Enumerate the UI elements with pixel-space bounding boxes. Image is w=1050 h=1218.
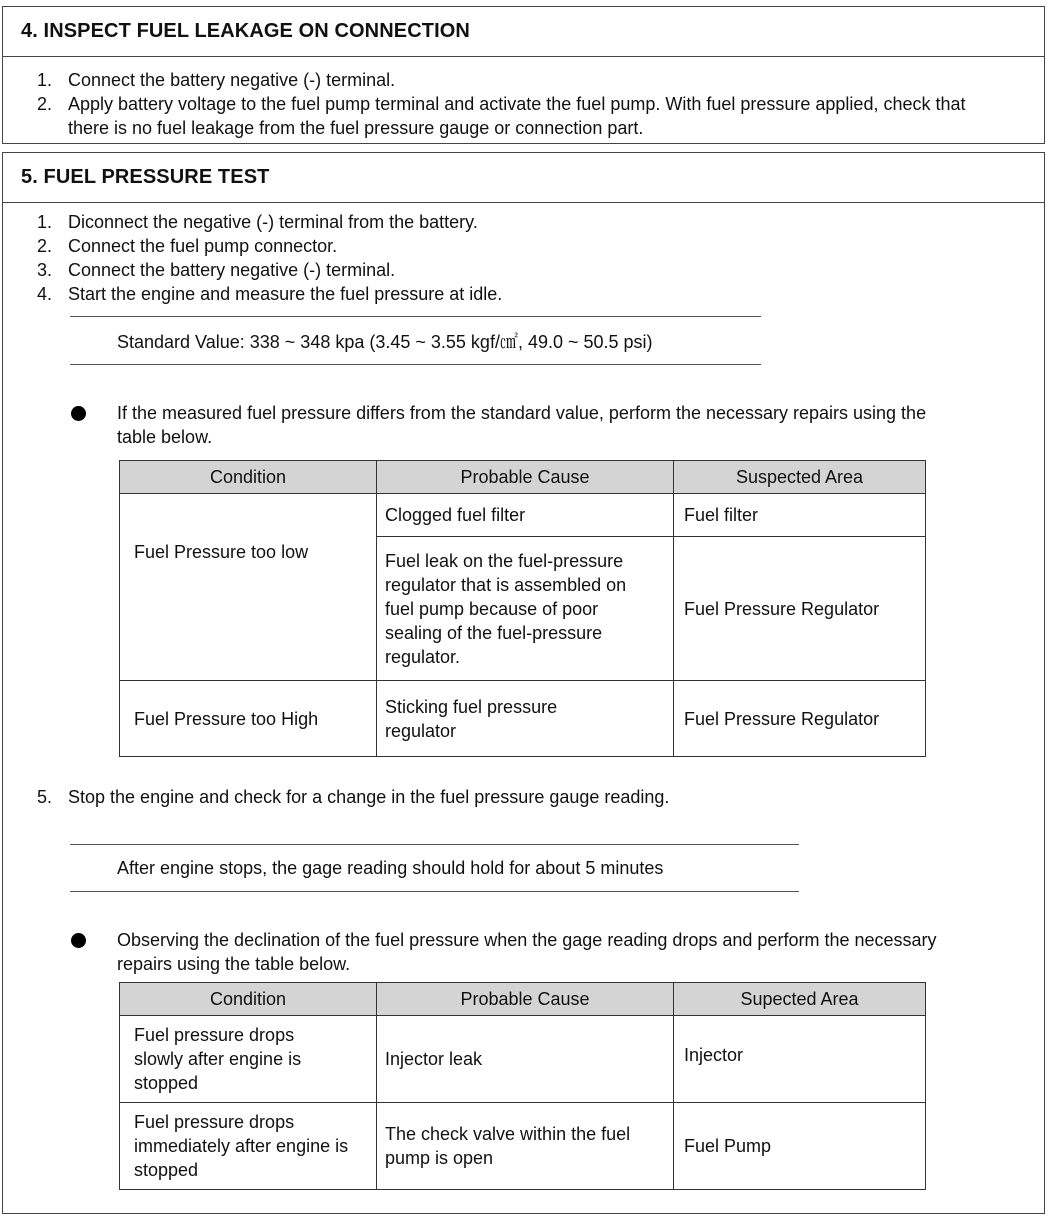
column-header: Probable Cause xyxy=(377,983,674,1016)
list-item xyxy=(37,258,997,282)
section-inspect-fuel-leakage xyxy=(2,6,1045,144)
column-header: Condition xyxy=(120,461,377,494)
hold-note-text: After engine stops, the gage reading should hold for about 5 minutes xyxy=(117,857,664,878)
step-text: Connect the battery negative (-) terminal. xyxy=(68,260,396,280)
cause-cell: Fuel leak on the fuel-pressure regulator that is assembled on fuel pump because of poor sealing of the fuel-pressure regulator. xyxy=(377,537,674,681)
column-header: Supected Area xyxy=(674,983,926,1016)
table-header-row xyxy=(120,983,926,1016)
column-header: Suspected Area xyxy=(674,461,926,494)
section-fuel-pressure-test xyxy=(2,152,1045,1214)
step-number: 4. xyxy=(37,284,53,304)
pressure-drop-table xyxy=(119,982,926,1190)
step-text: Start the engine and measure the fuel pressure at idle. xyxy=(68,284,503,304)
step-number: 3. xyxy=(37,260,53,280)
table-row xyxy=(120,1016,926,1103)
standard-value-box xyxy=(70,316,761,365)
cause-cell: Sticking fuel pressure regulator xyxy=(377,681,674,757)
list-item xyxy=(37,92,997,140)
table-header-row xyxy=(120,461,926,494)
hold-note-box xyxy=(70,844,799,892)
step-number: 1. xyxy=(37,70,53,90)
table-row xyxy=(120,494,926,537)
standard-value-text: Standard Value: 338 ~ 348 kpa (3.45 ~ 3.55 kgf/㎠, 49.0 ~ 50.5 psi) xyxy=(117,331,653,352)
list-item xyxy=(37,785,997,809)
condition-cell: Fuel pressure drops immediately after engine is stopped xyxy=(120,1103,377,1190)
list-item xyxy=(37,210,997,234)
pressure-condition-table xyxy=(119,460,926,757)
list-item xyxy=(37,282,997,306)
declination-note: Observing the declination of the fuel pressure when the gage reading drops and perform the necessary repairs using the table below. xyxy=(117,930,937,974)
list-item xyxy=(37,234,997,258)
repair-note: If the measured fuel pressure differs from the standard value, perform the necessary repairs using the table below. xyxy=(117,403,927,447)
cause-cell: Clogged fuel filter xyxy=(377,494,674,537)
cause-cell: The check valve within the fuel pump is open xyxy=(377,1103,674,1190)
step-number: 5. xyxy=(37,787,53,807)
section-4-steps xyxy=(37,68,997,140)
condition-cell: Fuel Pressure too High xyxy=(120,681,377,757)
bullet-icon xyxy=(71,933,86,948)
area-cell: Fuel Pump xyxy=(674,1103,926,1190)
column-header: Probable Cause xyxy=(377,461,674,494)
area-cell: Fuel Pressure Regulator xyxy=(674,537,926,681)
condition-cell: Fuel pressure drops slowly after engine is stopped xyxy=(120,1016,377,1103)
area-cell: Fuel filter xyxy=(674,494,926,537)
step-text: Connect the fuel pump connector. xyxy=(68,236,338,256)
step-number: 2. xyxy=(37,236,53,256)
step-number: 2. xyxy=(37,94,53,114)
condition-cell: Fuel Pressure too low xyxy=(120,494,377,681)
cause-cell: Injector leak xyxy=(377,1016,674,1103)
bullet-icon xyxy=(71,406,86,421)
table-row xyxy=(120,681,926,757)
column-header: Condition xyxy=(120,983,377,1016)
step-text: Apply battery voltage to the fuel pump terminal and activate the fuel pump. With fuel pressure applied, check that there is no fuel leakage from the fuel pressure gauge or connection part. xyxy=(68,94,966,138)
step-text: Diconnect the negative (-) terminal from the battery. xyxy=(68,212,478,232)
area-cell: Fuel Pressure Regulator xyxy=(674,681,926,757)
section-5-steps xyxy=(37,210,997,306)
section-5-title: 5. FUEL PRESSURE TEST xyxy=(3,153,1044,203)
area-cell: Injector xyxy=(674,1016,926,1103)
section-5-step-5 xyxy=(37,785,997,809)
step-number: 1. xyxy=(37,212,53,232)
list-item xyxy=(37,68,997,92)
step-text: Stop the engine and check for a change in the fuel pressure gauge reading. xyxy=(68,787,670,807)
section-4-title: 4. INSPECT FUEL LEAKAGE ON CONNECTION xyxy=(3,7,1044,57)
table-row xyxy=(120,1103,926,1190)
step-text: Connect the battery negative (-) terminal. xyxy=(68,70,396,90)
